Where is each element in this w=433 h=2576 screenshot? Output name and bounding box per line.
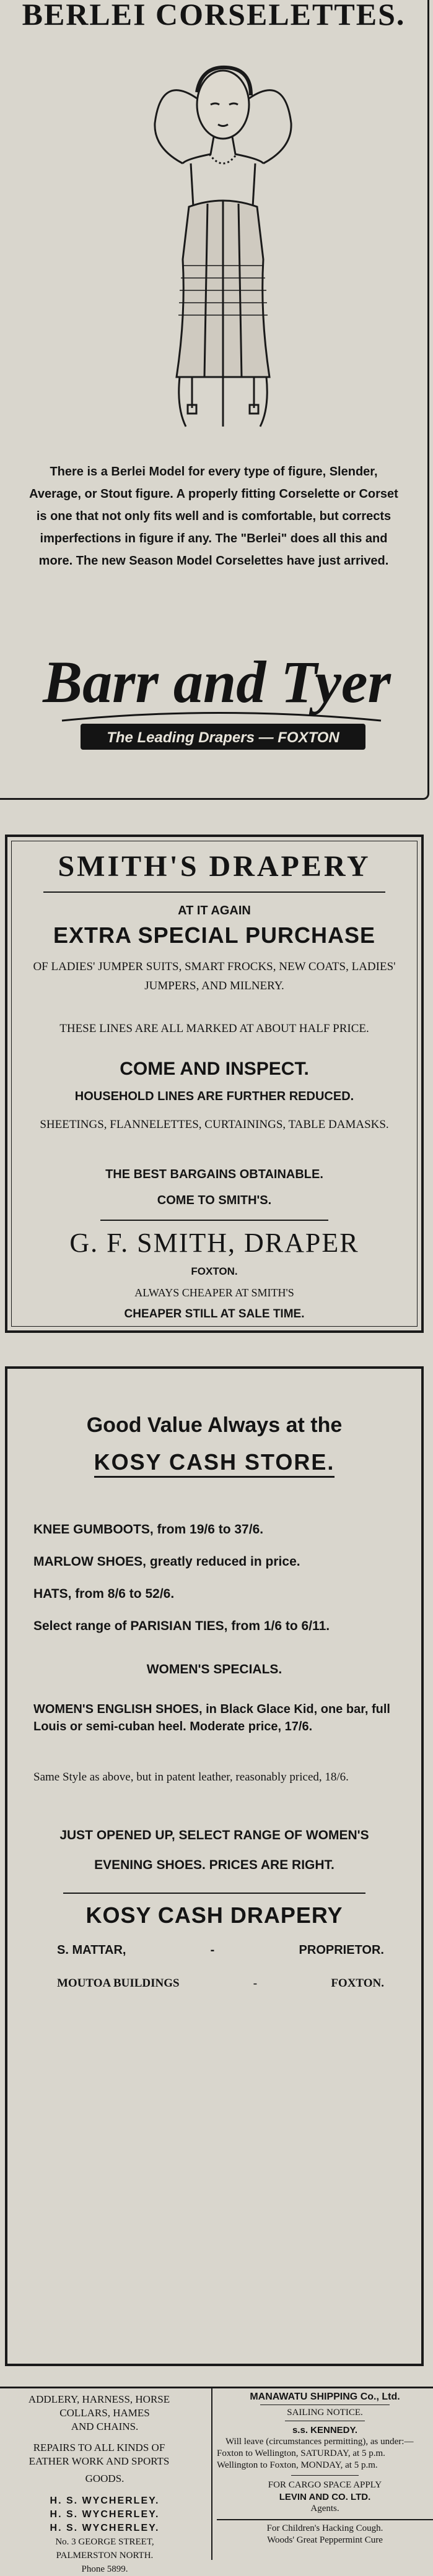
at-it-again: AT IT AGAIN <box>178 904 251 917</box>
berlei-body-text: There is a Berlei Model for every type of figure, Slender, Average, or Stout figure. A properly fitting Corselette or Corset is one that not only fits well and is comfortable, but corrects imperfections in figure if any. The "Berlei" does all this and more. The new Season Model Corselettes have just arrived. <box>29 465 398 568</box>
wycherley-name-3: H. S. WYCHERLEY. <box>50 2523 160 2533</box>
chains-line: AND CHAINS. <box>71 2421 139 2432</box>
address-town: FOXTON. <box>331 1977 384 1990</box>
sailing-notice: SAILING NOTICE. <box>287 2408 363 2418</box>
barr-and-tyer-logo <box>37 634 396 758</box>
collars-line: COLLARS, HAMES <box>59 2407 150 2419</box>
peppermint-cure: Woods' Great Peppermint Cure <box>267 2535 383 2545</box>
foxton-to-wellington: Foxton to Wellington, SATURDAY, at 5 p.m. <box>217 2448 385 2458</box>
corselette-illustration <box>118 55 328 427</box>
purchase-items: OF LADIES' JUMPER SUITS, SMART FROCKS, NEW COATS, LADIES' JUMPERS, AND MILNERY. <box>33 960 396 992</box>
kosy-cash-store-advert <box>5 1366 424 2366</box>
evening-shoes-line: JUST OPENED UP, SELECT RANGE OF WOMEN'S EVENING SHOES. PRICES ARE RIGHT. <box>59 1828 369 1872</box>
come-to-smiths: COME TO SMITH'S. <box>157 1194 272 1207</box>
column-rule-vertical <box>211 2388 212 2560</box>
wycherley-address: No. 3 GEORGE STREET, <box>55 2537 154 2547</box>
household-lines: HOUSEHOLD LINES ARE FURTHER REDUCED. <box>74 1090 354 1103</box>
will-leave: Will leave (circumstances permitting), as under:— <box>225 2437 414 2447</box>
goods-line: GOODS. <box>85 2473 125 2484</box>
kosy-cash-drapery: KOSY CASH DRAPERY <box>85 1902 343 1928</box>
repairs-line: REPAIRS TO ALL KINDS OF <box>33 2442 165 2453</box>
wycherley-name-1: H. S. WYCHERLEY. <box>50 2496 160 2506</box>
cargo-agent: LEVIN AND CO. LTD. <box>279 2492 371 2502</box>
berlei-title: BERLEI CORSELETTES. <box>22 0 406 32</box>
saddlery-line: ADDLERY, HARNESS, HORSE <box>28 2393 170 2405</box>
proprietor-name: S. MATTAR, <box>57 1943 126 1957</box>
proprietor-row <box>57 1943 384 1958</box>
gumboots-line: KNEE GUMBOOTS, from 19/6 to 37/6. <box>33 1522 264 1537</box>
hacking-cough: For Children's Hacking Cough. <box>266 2523 383 2533</box>
wycherley-city: PALMERSTON NORTH. <box>56 2551 154 2561</box>
extra-special-purchase: EXTRA SPECIAL PURCHASE <box>53 922 376 948</box>
proprietor-label: PROPRIETOR. <box>299 1943 384 1957</box>
logo-tagline: The Leading Drapers — FOXTON <box>107 729 339 746</box>
cheaper-still: CHEAPER STILL AT SALE TIME. <box>124 1308 305 1321</box>
half-price-notice: THESE LINES ARE ALL MARKED AT ABOUT HALF PRICE. <box>59 1022 369 1035</box>
smiths-title: SMITH'S DRAPERY <box>58 850 371 883</box>
logo-name: Barr and Tyer <box>43 649 391 715</box>
moutoa-buildings: MOUTOA BUILDINGS <box>57 1977 180 1990</box>
wellington-to-foxton: Wellington to Foxton, MONDAY, at 5 p.m. <box>217 2460 378 2470</box>
leather-line: EATHER WORK AND SPORTS <box>28 2455 170 2467</box>
good-value-heading: Good Value Always at the <box>86 1413 343 1437</box>
proprietor-dash: - <box>210 1943 215 1957</box>
wycherley-name-2: H. S. WYCHERLEY. <box>50 2509 160 2520</box>
household-goods: SHEETINGS, FLANNELETTES, CURTAININGS, TABLE DAMASKS. <box>40 1118 389 1131</box>
smiths-drapery-advert <box>5 835 424 1333</box>
foxton-label: FOXTON. <box>191 1265 238 1277</box>
column-rule-horizontal <box>0 2387 433 2388</box>
address-dash: - <box>253 1977 258 1990</box>
berlei-advert <box>0 0 429 800</box>
wycherley-phone: Phone 5899. <box>81 2564 128 2574</box>
wycherley-advert <box>0 2393 209 2574</box>
cargo-space: FOR CARGO SPACE APPLY <box>268 2480 382 2490</box>
always-cheaper: ALWAYS CHEAPER AT SMITH'S <box>134 1286 294 1299</box>
kosy-store-name-text: KOSY CASH STORE. <box>94 1449 335 1478</box>
vessel-name: s.s. KENNEDY. <box>292 2425 358 2435</box>
marlow-line: MARLOW SHOES, greatly reduced in price. <box>33 1555 300 1569</box>
address-row <box>57 1977 384 1990</box>
same-style-line: Same Style as above, but in patent leather, reasonably priced, 18/6. <box>33 1771 349 1784</box>
kosy-store-name <box>7 1449 421 1475</box>
english-shoes-line: WOMEN'S ENGLISH SHOES, in Black Glace Kid, one bar, full Louis or semi-cuban heel. Moderate price, 17/6. <box>33 1702 390 1733</box>
best-bargains: THE BEST BARGAINS OBTAINABLE. <box>105 1168 323 1181</box>
gf-smith-draper: G. F. SMITH, DRAPER <box>69 1228 359 1258</box>
shipping-advert <box>217 2391 433 2560</box>
parisian-ties-line: Select range of PARISIAN TIES, from 1/6 to 6/11. <box>33 1619 330 1633</box>
hats-line: HATS, from 8/6 to 52/6. <box>33 1587 175 1601</box>
come-and-inspect: COME AND INSPECT. <box>120 1059 309 1079</box>
agents-label: Agents. <box>310 2504 339 2513</box>
womens-specials: WOMEN'S SPECIALS. <box>146 1662 282 1676</box>
shipping-company: MANAWATU SHIPPING Co., Ltd. <box>250 2392 400 2402</box>
